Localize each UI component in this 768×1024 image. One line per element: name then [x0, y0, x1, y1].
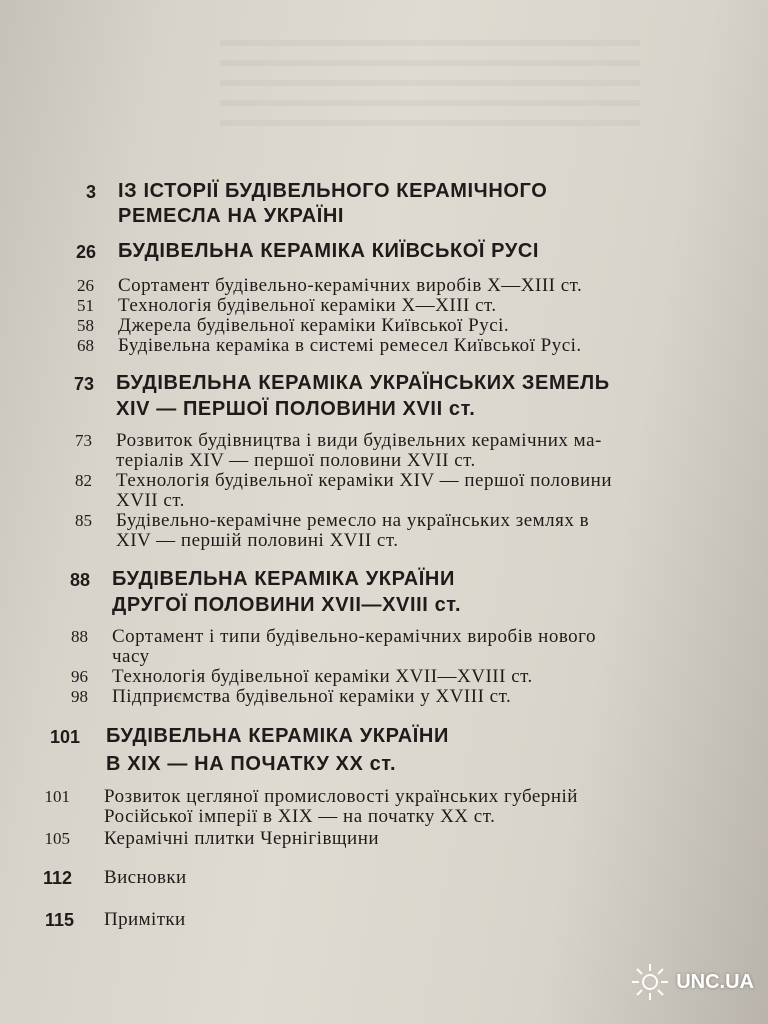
toc-item-continued: теріалів XIV — першої половини XVII ст. — [116, 450, 476, 471]
section-title: БУДІВЕЛЬНА КЕРАМІКА УКРАЇНИ — [112, 568, 455, 590]
section-title: XIV — ПЕРШОЇ ПОЛОВИНИ XVII ст. — [116, 398, 476, 420]
sun-logo-icon — [630, 962, 670, 1002]
page-number: 51 — [77, 296, 94, 315]
toc-item: Будівельна кераміка в системі ремесел Київської Русі. — [118, 335, 582, 356]
toc-item: Джерела будівельної кераміки Київської Русі. — [118, 315, 510, 336]
page-number: 96 — [71, 667, 88, 686]
toc-item: Технологія будівельної кераміки XVII—XVIII ст. — [112, 666, 533, 687]
page-number: 88 — [69, 570, 90, 590]
page-number: 98 — [71, 687, 88, 706]
page-number: 101 — [49, 727, 80, 747]
section-title: РЕМЕСЛА НА УКРАЇНІ — [118, 205, 345, 227]
page-number: 101 — [44, 787, 70, 806]
page-number: 73 — [75, 431, 92, 450]
page-number: 3 — [85, 182, 96, 202]
toc-item: Підприємства будівельної кераміки у XVIII ст. — [112, 686, 512, 707]
page-number: 112 — [42, 868, 72, 888]
watermark-text: UNC.UA — [676, 970, 754, 993]
section-title: ДРУГОЇ ПОЛОВИНИ XVII—XVIII ст. — [112, 594, 462, 616]
page-number: 73 — [73, 374, 94, 394]
toc-item-continued: XIV — першій половині XVII ст. — [116, 530, 399, 551]
page-number: 88 — [71, 627, 88, 646]
page-number: 26 — [75, 242, 96, 262]
toc-item: Будівельно-керамічне ремесло на українських землях в — [116, 510, 590, 531]
toc-item-continued: часу — [112, 646, 150, 667]
toc-item: Сортамент і типи будівельно-керамічних виробів нового — [112, 626, 596, 647]
site-watermark — [630, 962, 754, 1002]
toc-item-continued: XVII ст. — [116, 490, 185, 511]
toc-item: Керамічні плитки Чернігівщини — [104, 828, 380, 849]
section-title: Примітки — [104, 909, 186, 930]
page-number: 68 — [77, 336, 94, 355]
page-number: 85 — [75, 511, 92, 530]
toc-item: Технологія будівельної кераміки X—XIII ст. — [118, 295, 497, 316]
section-title: Висновки — [104, 867, 187, 888]
toc-item: Розвиток цегляної промисловості українських губерній — [104, 786, 578, 807]
section-title: БУДІВЕЛЬНА КЕРАМІКА КИЇВСЬКОЇ РУСІ — [118, 240, 540, 262]
page-number: 105 — [44, 829, 70, 848]
toc-item: Розвиток будівництва і види будівельних керамічних ма- — [116, 430, 602, 451]
toc-item: Технологія будівельної кераміки XIV — першої половини — [116, 470, 612, 491]
section-title: В XIX — НА ПОЧАТКУ XX ст. — [106, 753, 397, 775]
section-title: БУДІВЕЛЬНА КЕРАМІКА УКРАЇНСЬКИХ ЗЕМЕЛЬ — [116, 372, 610, 394]
page-number: 82 — [75, 471, 92, 490]
section-title: БУДІВЕЛЬНА КЕРАМІКА УКРАЇНИ — [106, 725, 449, 747]
bleed-through-text — [220, 40, 640, 130]
toc-item-continued: Російської імперії в XIX — на початку XX ст. — [104, 806, 496, 827]
toc-item: Сортамент будівельно-керамічних виробів X—XIII ст. — [118, 275, 583, 296]
page-number: 26 — [77, 276, 94, 295]
section-title: ІЗ ІСТОРІЇ БУДІВЕЛЬНОГО КЕРАМІЧНОГО — [118, 180, 548, 202]
page-number: 115 — [44, 910, 74, 930]
page-number: 58 — [77, 316, 94, 335]
